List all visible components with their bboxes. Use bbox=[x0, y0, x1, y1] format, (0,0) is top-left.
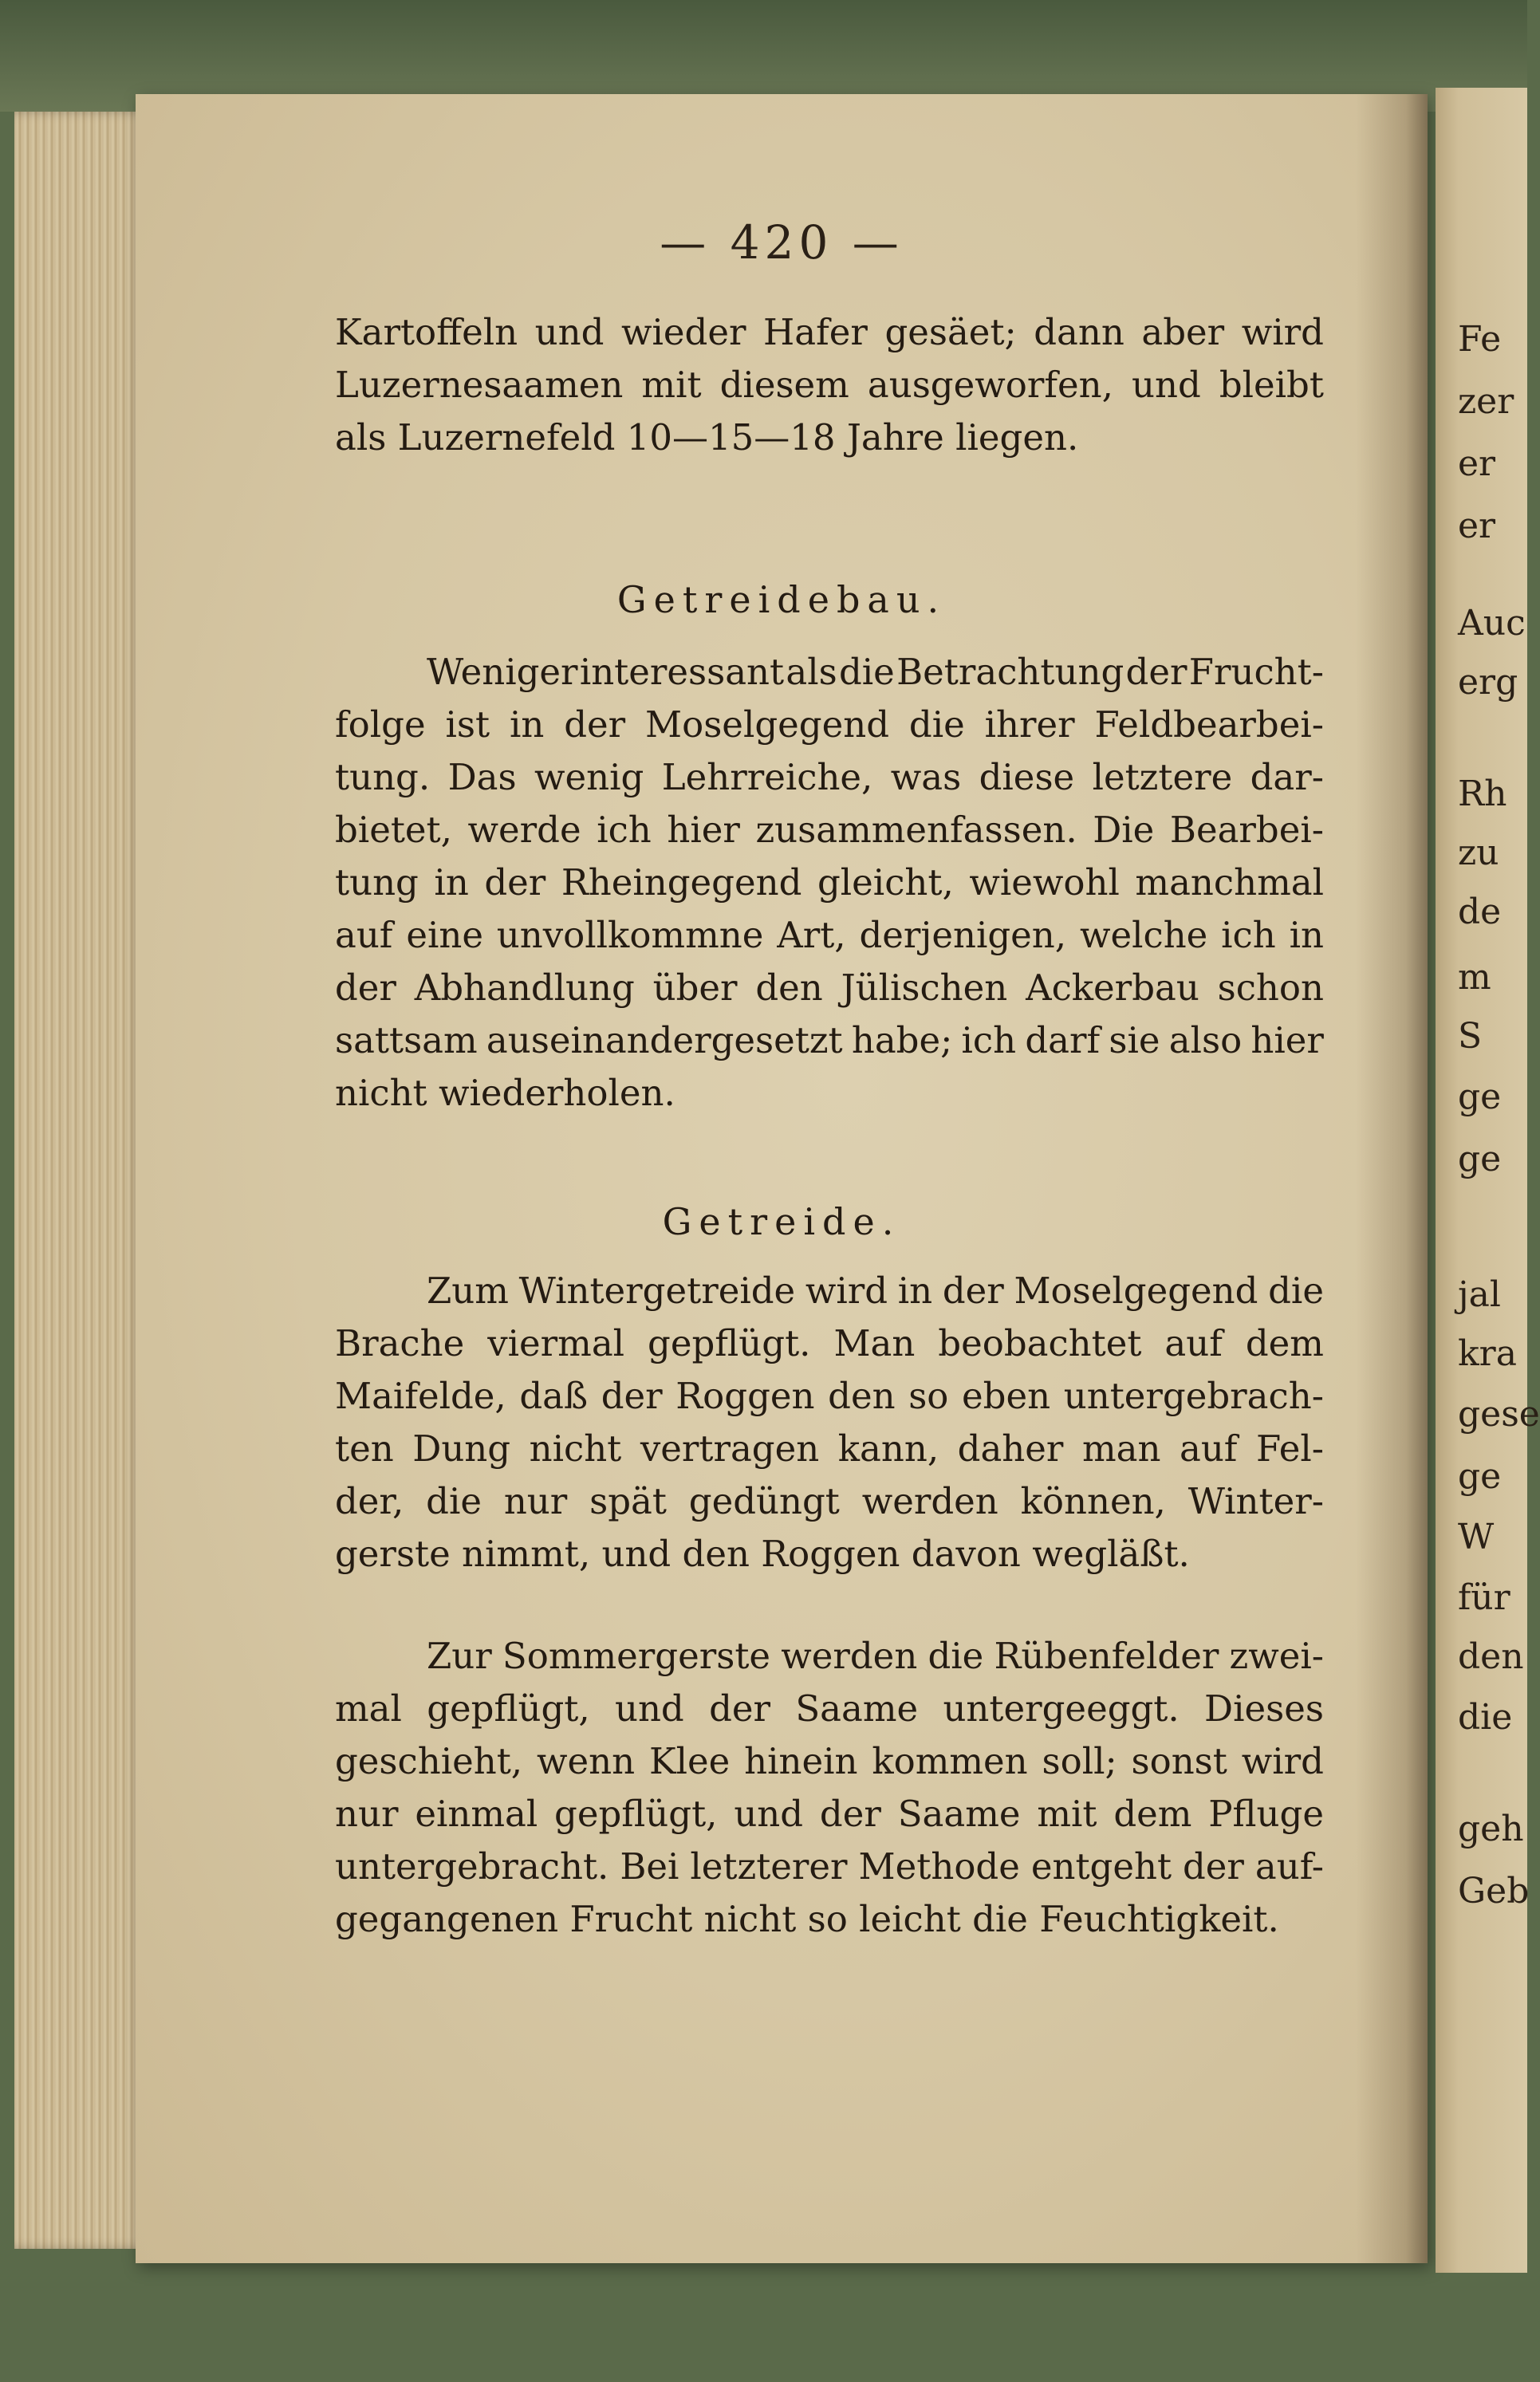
facing-page-fragment: erg bbox=[1458, 662, 1518, 703]
word: zwei- bbox=[1229, 1635, 1324, 1677]
word: diese bbox=[979, 756, 1075, 798]
word: Art, bbox=[777, 914, 846, 956]
word: einmal bbox=[415, 1793, 538, 1835]
word: der, bbox=[335, 1480, 404, 1522]
word: kommen bbox=[872, 1740, 1028, 1782]
word: Luzernesaamen bbox=[335, 364, 624, 406]
word: auf bbox=[335, 914, 393, 956]
word: der bbox=[709, 1687, 771, 1730]
word: untergebracht. bbox=[335, 1845, 609, 1888]
word: Lehrreiche, bbox=[661, 756, 873, 798]
word: die bbox=[838, 651, 895, 693]
word: sattsam bbox=[335, 1019, 478, 1061]
facing-page-fragment: für bbox=[1458, 1577, 1510, 1618]
word: werde bbox=[467, 809, 581, 851]
word: die bbox=[426, 1480, 482, 1522]
text-line bbox=[335, 1793, 1324, 1842]
text-line bbox=[335, 1845, 1324, 1895]
text-line: nicht wiederholen. bbox=[335, 1072, 675, 1114]
word: aber bbox=[1141, 311, 1225, 353]
word: Die bbox=[1093, 809, 1155, 851]
word: als bbox=[786, 651, 837, 693]
section-heading: Getreidebau. bbox=[616, 578, 947, 621]
text-line bbox=[335, 809, 1324, 858]
word: der bbox=[1125, 651, 1187, 693]
word: werden bbox=[781, 1635, 918, 1677]
word: gepflügt, bbox=[554, 1793, 718, 1835]
word: Abhandlung bbox=[414, 967, 635, 1009]
word: Feldbearbei- bbox=[1094, 703, 1324, 746]
facing-page-fragment: die bbox=[1458, 1697, 1513, 1738]
word: was bbox=[890, 756, 962, 798]
word: bleibt bbox=[1219, 364, 1324, 406]
word: werden bbox=[861, 1480, 998, 1522]
word: und bbox=[1132, 364, 1201, 406]
word: über bbox=[652, 967, 738, 1009]
text-line: gegangenen Frucht nicht so leicht die Feuchtigkeit. bbox=[335, 1898, 1279, 1940]
text-line bbox=[335, 1687, 1324, 1737]
word: auf bbox=[1164, 1322, 1223, 1364]
word: Maifelde, bbox=[335, 1375, 506, 1417]
word: Weniger bbox=[427, 651, 578, 693]
word: Rheingegend bbox=[561, 861, 802, 904]
word: manchmal bbox=[1135, 861, 1324, 904]
word: hier bbox=[667, 809, 740, 851]
word: Zur bbox=[427, 1635, 492, 1677]
word: Fel- bbox=[1255, 1427, 1324, 1470]
word: Saame bbox=[897, 1793, 1021, 1835]
word: ich bbox=[597, 809, 652, 851]
text-line bbox=[335, 1375, 1324, 1424]
word: tung bbox=[335, 861, 419, 904]
text-line bbox=[335, 703, 1324, 753]
facing-page-fragment: ge bbox=[1458, 1077, 1502, 1117]
section-heading: Getreide. bbox=[662, 1200, 901, 1243]
facing-page-fragment: W bbox=[1458, 1517, 1495, 1557]
word: in bbox=[434, 861, 469, 904]
word: Dung bbox=[412, 1427, 511, 1470]
facing-page-fragment: geh bbox=[1458, 1809, 1524, 1849]
word: Das bbox=[447, 756, 517, 798]
word: den bbox=[828, 1375, 896, 1417]
word: auf bbox=[1179, 1427, 1238, 1470]
word: daher bbox=[957, 1427, 1064, 1470]
text-line bbox=[335, 311, 1324, 360]
word: der bbox=[564, 703, 626, 746]
text-line bbox=[335, 1480, 1324, 1530]
word: untergeeggt. bbox=[943, 1687, 1180, 1730]
word: sonst bbox=[1131, 1740, 1227, 1782]
word: also bbox=[1168, 1019, 1243, 1061]
word: ich bbox=[961, 1019, 1017, 1061]
text-line bbox=[335, 967, 1324, 1016]
word: sie bbox=[1109, 1019, 1160, 1061]
word: bietet, bbox=[335, 809, 452, 851]
word: auseinandergesetzt bbox=[486, 1019, 843, 1061]
word: der bbox=[942, 1270, 1004, 1312]
word: eben bbox=[962, 1375, 1051, 1417]
facing-page-fragment: jal bbox=[1458, 1274, 1501, 1315]
facing-page-fragment: er bbox=[1458, 443, 1496, 484]
word: in bbox=[509, 703, 545, 746]
word: Winter- bbox=[1187, 1480, 1324, 1522]
text-line bbox=[335, 1322, 1324, 1372]
word: derjenigen, bbox=[859, 914, 1067, 956]
word: schon bbox=[1217, 967, 1324, 1009]
word: gleicht, bbox=[817, 861, 954, 904]
word: der bbox=[484, 861, 546, 904]
word: dem bbox=[1245, 1322, 1324, 1364]
word: mal bbox=[335, 1687, 402, 1730]
word: zusammenfassen. bbox=[755, 809, 1077, 851]
word: in bbox=[1289, 914, 1324, 956]
word: die bbox=[928, 1635, 984, 1677]
word: können, bbox=[1020, 1480, 1166, 1522]
word: Klee bbox=[648, 1740, 731, 1782]
word: dann bbox=[1034, 311, 1124, 353]
word: Hafer bbox=[763, 311, 868, 353]
word: nur bbox=[503, 1480, 568, 1522]
word: man bbox=[1081, 1427, 1161, 1470]
facing-page-fragment: gese bbox=[1458, 1394, 1540, 1435]
word: Bearbei- bbox=[1169, 809, 1324, 851]
page-number: — 420 — bbox=[660, 215, 904, 270]
facing-page-fragment: den bbox=[1458, 1636, 1524, 1677]
word: Betrachtung bbox=[896, 651, 1124, 693]
word: der bbox=[335, 967, 396, 1009]
text-line bbox=[427, 651, 1324, 700]
word: viermal bbox=[487, 1322, 625, 1364]
word: Methode bbox=[858, 1845, 1020, 1888]
word: Kartoffeln bbox=[335, 311, 518, 353]
word: Ackerbau bbox=[1026, 967, 1199, 1009]
word: gepflügt. bbox=[648, 1322, 811, 1364]
word: Zum bbox=[427, 1270, 509, 1312]
word: untergebrach- bbox=[1063, 1375, 1324, 1417]
word: mit bbox=[641, 364, 702, 406]
text-line: gerste nimmt, und den Roggen davon wegläßt. bbox=[335, 1533, 1190, 1575]
word: folge bbox=[335, 703, 426, 746]
text-line bbox=[427, 1270, 1324, 1319]
word: gesäet; bbox=[884, 311, 1017, 353]
word: Frucht- bbox=[1188, 651, 1324, 693]
facing-page-fragment: ge bbox=[1458, 1139, 1502, 1179]
word: wieder bbox=[620, 311, 746, 353]
word: kann, bbox=[837, 1427, 939, 1470]
word: in bbox=[897, 1270, 933, 1312]
facing-page-fragment: ge bbox=[1458, 1456, 1502, 1497]
facing-page-fragment: zu bbox=[1458, 833, 1499, 873]
word: vertragen bbox=[640, 1427, 820, 1470]
word: wird bbox=[1241, 311, 1324, 353]
facing-page-fragment: S bbox=[1458, 1016, 1483, 1057]
word: dar- bbox=[1250, 756, 1324, 798]
text-line bbox=[335, 364, 1324, 413]
facing-page-fragment: m bbox=[1458, 957, 1491, 998]
facing-page-fragment: Fe bbox=[1458, 319, 1502, 360]
word: auf- bbox=[1254, 1845, 1324, 1888]
word: hinein bbox=[744, 1740, 858, 1782]
word: wird bbox=[1241, 1740, 1324, 1782]
word: die bbox=[1268, 1270, 1324, 1312]
word: tung. bbox=[335, 756, 431, 798]
word: Bei bbox=[620, 1845, 679, 1888]
word: Man bbox=[833, 1322, 916, 1364]
text-line: als Luzernefeld 10—15—18 Jahre liegen. bbox=[335, 416, 1079, 459]
word: Pfluge bbox=[1208, 1793, 1324, 1835]
facing-page-edge bbox=[1436, 88, 1540, 2273]
word: Dieses bbox=[1204, 1687, 1324, 1730]
word: dem bbox=[1113, 1793, 1192, 1835]
word: ihrer bbox=[984, 703, 1075, 746]
word: darf bbox=[1025, 1019, 1101, 1061]
word: spät bbox=[589, 1480, 667, 1522]
text-line bbox=[335, 1740, 1324, 1789]
facing-page-fragment: Geb bbox=[1458, 1871, 1530, 1912]
word: beobachtet bbox=[938, 1322, 1142, 1364]
text-line bbox=[335, 756, 1324, 805]
word: Jülischen bbox=[841, 967, 1008, 1009]
word: Roggen bbox=[675, 1375, 815, 1417]
text-line bbox=[335, 914, 1324, 963]
word: gepflügt, bbox=[427, 1687, 590, 1730]
facing-page-fragment: Rh bbox=[1458, 774, 1507, 814]
text-line bbox=[335, 1427, 1324, 1477]
facing-page-fragment: er bbox=[1458, 506, 1496, 546]
word: gedüngt bbox=[688, 1480, 840, 1522]
word: und bbox=[534, 311, 605, 353]
word: Saame bbox=[795, 1687, 919, 1730]
text-line bbox=[335, 1019, 1324, 1069]
word: soll; bbox=[1042, 1740, 1117, 1782]
word: letzterer bbox=[690, 1845, 848, 1888]
word: so bbox=[908, 1375, 949, 1417]
word: der bbox=[1183, 1845, 1244, 1888]
word: wenn bbox=[536, 1740, 636, 1782]
word: Moselgegend bbox=[1014, 1270, 1258, 1312]
word: eine bbox=[406, 914, 483, 956]
text-line bbox=[335, 861, 1324, 911]
facing-page-fragment: Auc bbox=[1458, 603, 1526, 644]
word: entgeht bbox=[1030, 1845, 1172, 1888]
text-line bbox=[427, 1635, 1324, 1684]
word: und bbox=[614, 1687, 684, 1730]
word: ist bbox=[445, 703, 490, 746]
word: Wintergetreide bbox=[518, 1270, 796, 1312]
facing-page-fragment: kra bbox=[1458, 1333, 1517, 1374]
word: wenig bbox=[534, 756, 644, 798]
word: nur bbox=[335, 1793, 399, 1835]
word: geschieht, bbox=[335, 1740, 523, 1782]
word: Sommergerste bbox=[502, 1635, 771, 1677]
word: hier bbox=[1251, 1019, 1324, 1061]
word: Moselgegend bbox=[645, 703, 889, 746]
word: unvollkommne bbox=[496, 914, 764, 956]
word: der bbox=[601, 1375, 663, 1417]
word: nicht bbox=[529, 1427, 622, 1470]
word: daß bbox=[519, 1375, 589, 1417]
facing-page-fragment: de bbox=[1458, 892, 1502, 932]
word: ausgeworfen, bbox=[867, 364, 1113, 406]
word: letztere bbox=[1092, 756, 1233, 798]
word: habe; bbox=[851, 1019, 953, 1061]
word: Brache bbox=[335, 1322, 465, 1364]
facing-page-fragment: zer bbox=[1458, 381, 1514, 422]
word: diesem bbox=[719, 364, 849, 406]
word: welche bbox=[1079, 914, 1208, 956]
word: Rübenfelder bbox=[994, 1635, 1219, 1677]
word: der bbox=[819, 1793, 881, 1835]
page-gutter-shadow bbox=[1356, 94, 1428, 2263]
word: mit bbox=[1037, 1793, 1097, 1835]
word: interessant bbox=[579, 651, 785, 693]
word: und bbox=[734, 1793, 804, 1835]
word: den bbox=[755, 967, 823, 1009]
word: wird bbox=[805, 1270, 888, 1312]
word: die bbox=[908, 703, 965, 746]
word: ten bbox=[335, 1427, 394, 1470]
word: wiewohl bbox=[969, 861, 1120, 904]
word: ich bbox=[1221, 914, 1276, 956]
